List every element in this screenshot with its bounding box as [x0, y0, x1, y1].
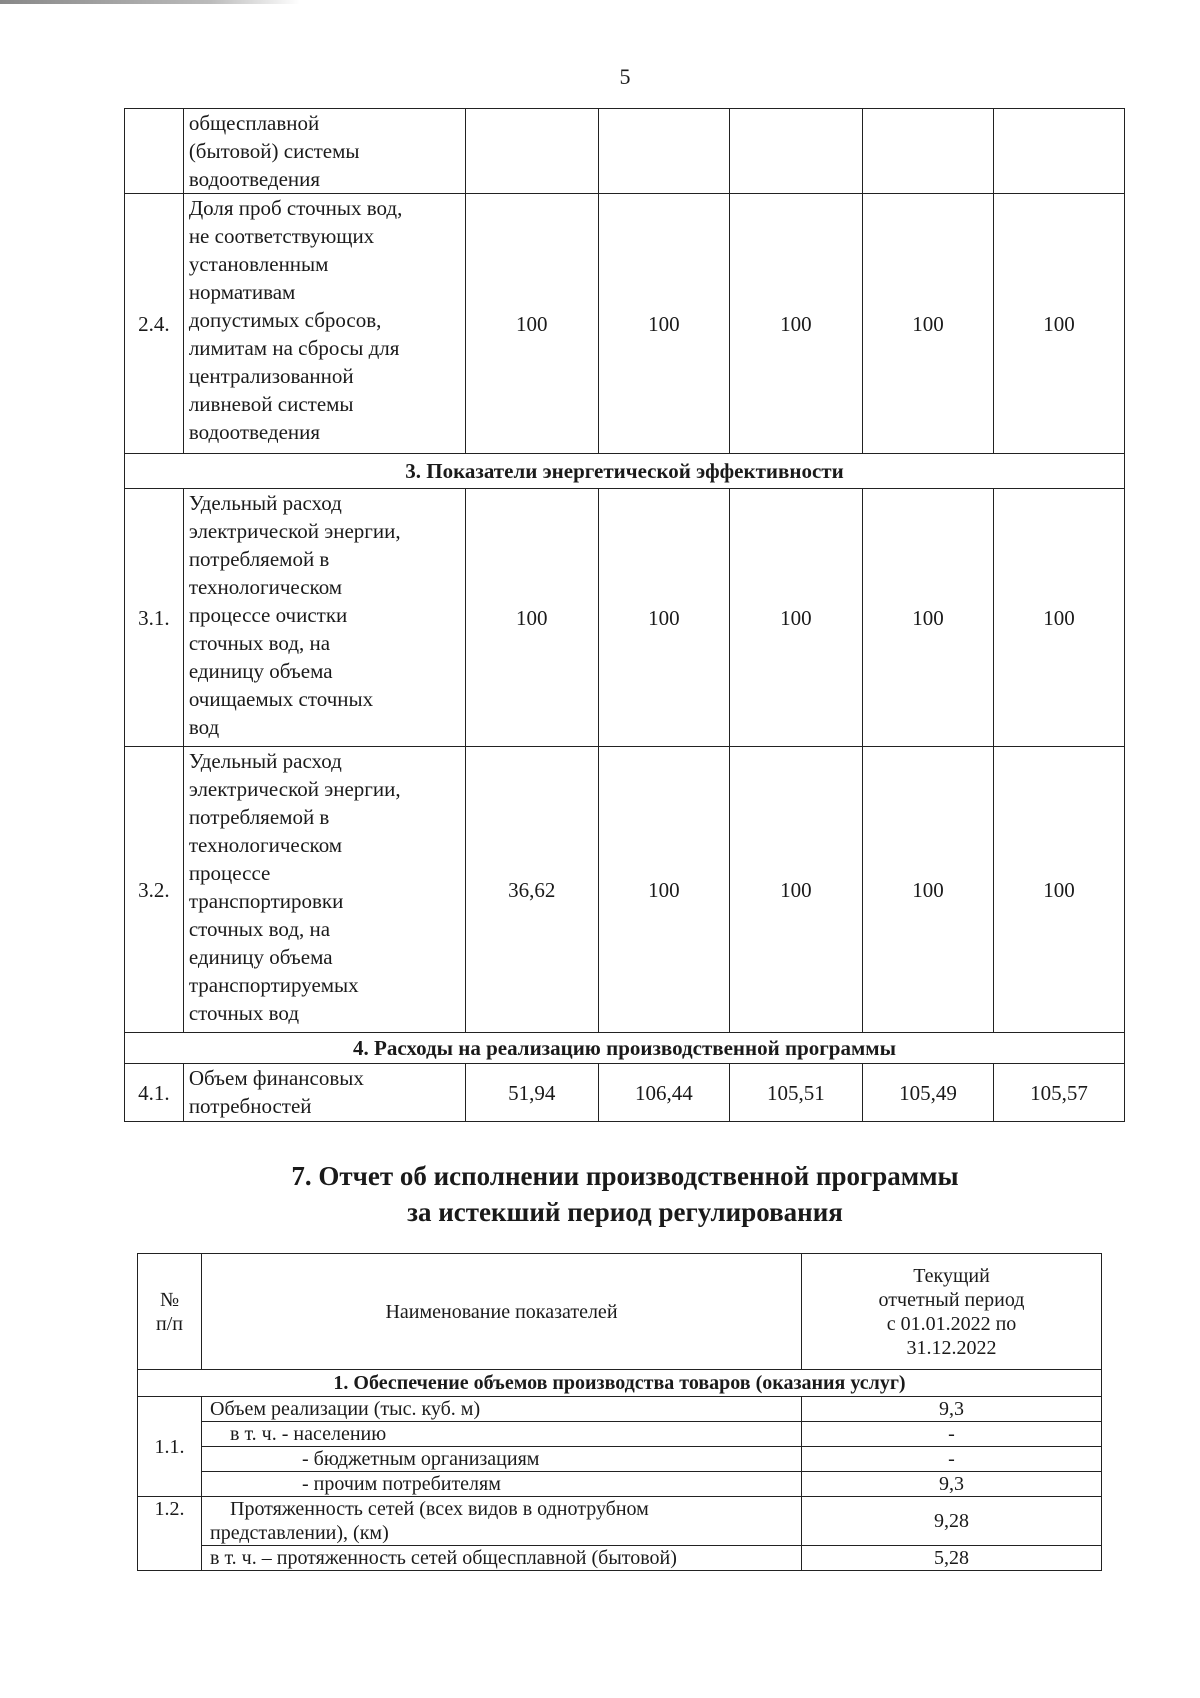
value-cell	[993, 109, 1124, 194]
value-cell	[863, 109, 994, 194]
name-line: электрической энергии,	[188, 777, 401, 801]
value-cell: 51,94	[465, 1064, 598, 1122]
row-number: 3.1.	[125, 489, 184, 747]
indicator-name	[202, 1497, 802, 1546]
value-cell: 5,28	[802, 1546, 1102, 1571]
value-cell	[729, 109, 862, 194]
section-title: 3. Показатели энергетической эффективности	[125, 454, 1125, 489]
name-line: процессе очистки	[188, 603, 348, 627]
name-line: водоотведения	[188, 420, 321, 444]
table-row	[125, 109, 1125, 194]
table-row	[138, 1422, 1102, 1447]
value-cell: 106,44	[598, 1064, 729, 1122]
name-line: Доля проб сточных вод,	[188, 196, 403, 220]
name-line: установленным	[188, 252, 329, 276]
value-cell: 100	[598, 489, 729, 747]
table-row	[138, 1497, 1102, 1546]
value-cell	[598, 109, 729, 194]
value-cell: 105,49	[863, 1064, 994, 1122]
section-heading-line2: за истекший период регулирования	[407, 1197, 843, 1227]
indicator-name	[183, 747, 465, 1033]
section-row	[125, 1033, 1125, 1064]
row-number: 2.4.	[125, 194, 184, 454]
indicator-name	[183, 1064, 465, 1122]
value-cell: 100	[729, 194, 862, 454]
section-heading-line1: 7. Отчет об исполнении производственной программы	[291, 1161, 959, 1191]
value-cell: 100	[729, 489, 862, 747]
value-cell: 100	[993, 194, 1124, 454]
header-row	[138, 1254, 1102, 1370]
name-line: Удельный расход	[188, 491, 342, 515]
header-name: Наименование показателей	[202, 1254, 802, 1370]
value-cell: 9,3	[802, 1472, 1102, 1497]
row-number: 1.1.	[138, 1397, 202, 1497]
indicator-name: - бюджетным организациям	[202, 1447, 802, 1472]
scan-edge	[0, 0, 300, 4]
name-line: транспортируемых	[188, 973, 359, 997]
indicator-name	[183, 489, 465, 747]
value-cell: -	[802, 1447, 1102, 1472]
name-line: единицу объема	[188, 945, 333, 969]
header-period	[802, 1254, 1102, 1370]
indicator-name: - прочим потребителям	[202, 1472, 802, 1497]
name-line: сточных вод, на	[188, 917, 331, 941]
name-line: водоотведения	[188, 167, 321, 191]
value-cell: 105,51	[729, 1064, 862, 1122]
name-line: потребляемой в	[188, 805, 330, 829]
value-cell: 100	[993, 747, 1124, 1033]
name-line: сточных вод, на	[188, 631, 331, 655]
name-line: представлении), (км)	[210, 1522, 389, 1544]
name-line: не соответствующих	[188, 224, 375, 248]
name-line: централизованной	[188, 364, 354, 388]
table-row	[125, 489, 1125, 747]
row-number: 4.1.	[125, 1064, 184, 1122]
table-row	[125, 1064, 1125, 1122]
table-row	[138, 1447, 1102, 1472]
section-title: 4. Расходы на реализацию производственной программы	[125, 1033, 1125, 1064]
name-line: вод	[188, 715, 220, 739]
value-cell: 100	[465, 194, 598, 454]
page-number: 5	[619, 64, 631, 89]
indicator-name	[183, 194, 465, 454]
value-cell: 100	[863, 747, 994, 1033]
row-number: 1.2.	[138, 1497, 202, 1571]
table-row	[138, 1397, 1102, 1422]
name-line: единицу объема	[188, 659, 333, 683]
header-period-line: с 01.01.2022 по	[886, 1312, 1017, 1335]
name-line: допустимых сбросов,	[188, 308, 382, 332]
name-line: электрической энергии,	[188, 519, 401, 543]
name-line: (бытовой) системы	[188, 139, 360, 163]
name-line: ливневой системы	[188, 392, 354, 416]
name-line: транспортировки	[188, 889, 344, 913]
section-row	[138, 1370, 1102, 1397]
name-line: технологическом	[188, 575, 343, 599]
value-cell	[465, 109, 598, 194]
section-row	[125, 454, 1125, 489]
name-line: потребностей	[188, 1094, 312, 1118]
value-cell: -	[802, 1422, 1102, 1447]
value-cell: 36,62	[465, 747, 598, 1033]
header-num	[138, 1254, 202, 1370]
name-line: потребляемой в	[188, 547, 330, 571]
header-num-line: №	[159, 1288, 180, 1311]
report-table	[137, 1253, 1102, 1571]
value-cell: 9,3	[802, 1397, 1102, 1422]
name-line: Протяженность сетей (всех видов в однотрубном	[230, 1498, 649, 1520]
header-period-line: 31.12.2022	[906, 1336, 997, 1359]
name-line: технологическом	[188, 833, 343, 857]
value-cell: 100	[863, 194, 994, 454]
value-cell: 100	[993, 489, 1124, 747]
name-line: сточных вод	[188, 1001, 300, 1025]
table-row	[138, 1472, 1102, 1497]
name-line: лимитам на сбросы для	[188, 336, 400, 360]
indicators-table	[124, 108, 1125, 1122]
header-period-line: Текущий	[913, 1264, 990, 1287]
indicator-name	[183, 109, 465, 194]
value-cell: 9,28	[802, 1497, 1102, 1546]
value-cell: 105,57	[993, 1064, 1124, 1122]
row-number: 3.2.	[125, 747, 184, 1033]
indicator-name: в т. ч. - населению	[202, 1422, 802, 1447]
row-number	[125, 109, 184, 194]
value-cell: 100	[729, 747, 862, 1033]
table-row	[125, 747, 1125, 1033]
header-num-line: п/п	[156, 1312, 183, 1335]
indicator-name: Объем реализации (тыс. куб. м)	[202, 1397, 802, 1422]
name-line: Объем финансовых	[188, 1066, 364, 1090]
name-line: Удельный расход	[188, 749, 342, 773]
table-row	[125, 194, 1125, 454]
value-cell: 100	[598, 194, 729, 454]
name-line: нормативам	[188, 280, 296, 304]
name-line: очищаемых сточных	[188, 687, 374, 711]
name-line: процессе	[188, 861, 271, 885]
value-cell: 100	[598, 747, 729, 1033]
name-line: общесплавной	[188, 111, 320, 135]
indicator-name: в т. ч. – протяженность сетей общесплавной (бытовой)	[202, 1546, 802, 1571]
value-cell: 100	[863, 489, 994, 747]
value-cell: 100	[465, 489, 598, 747]
table-row	[138, 1546, 1102, 1571]
section-title: 1. Обеспечение объемов производства товаров (оказания услуг)	[138, 1370, 1102, 1397]
header-period-line: отчетный период	[878, 1288, 1025, 1311]
